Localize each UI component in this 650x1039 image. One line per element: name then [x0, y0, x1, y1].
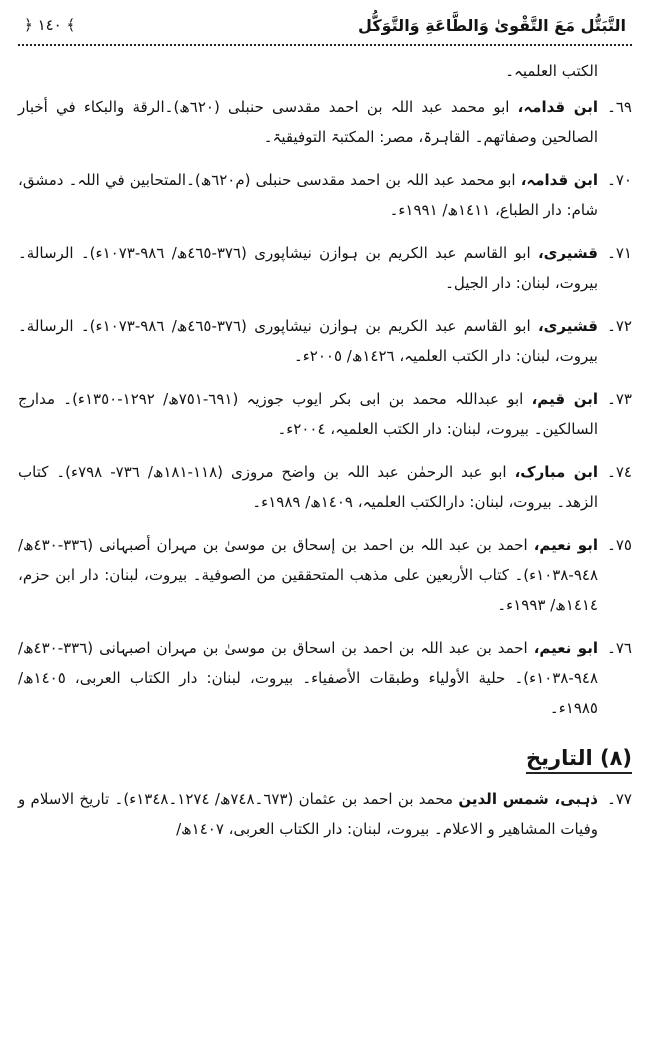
- entry-number: ٧١۔: [607, 244, 632, 262]
- entry-author: ابن قدامہ،: [520, 171, 598, 189]
- bibliography-entry: [18, 165, 632, 225]
- entry-text: احمد بن عبد اللہ بن احمد بن اسحاق بن موسیٰ بن مہران اصبہانی (٣٣٦-٤٣٠ھ/ ٩٤٨-١٠٣٨ء)۔ حلية الأولياء وطبقات الأصفياء۔ بیروت، لبنان: دار الکتاب العربی، ١٤٠٥ھ/ ١٩٨٥ء۔: [18, 639, 598, 717]
- entry-text: ابو محمد عبد اللہ بن احمد مقدسی حنبلی (٦٢٠ھ)۔الرقة والبکاء في أخبار الصالحين وصفاتهم۔ القاہرۃ، مصر: المکتبۃ التوفیقیۃ۔: [18, 98, 598, 146]
- entry-text: محمد بن احمد بن عثمان (٦٧٣۔٧٤٨ھ/ ١٢٧٤۔١٣٤٨ء)۔ تاريخ الاسلام و وفيات المشاهير و الاعلام۔ بیروت، لبنان: دار الکتاب العربی، ١٤٠٧ھ/: [18, 790, 598, 838]
- entry-text: ابو عبداللہ محمد بن ابی بکر ایوب جوزیہ (٦٩١-٧٥١ھ/ ١٢٩٢-١٣٥٠ء)۔ مدارج السالکين۔ بیروت، لبنان: دار الکتب العلمیہ، ٢٠٠٤ء۔: [18, 390, 598, 438]
- entry-author: قشیری،: [537, 244, 598, 262]
- bibliography-entry: [18, 238, 632, 298]
- running-title: التَّبَتُّل مَعَ التَّقْوىٰ وَالطَّاعَةِ وَالتَّوَكُّل: [358, 15, 626, 35]
- header-divider: [18, 44, 632, 46]
- bibliography-entry: [18, 92, 632, 152]
- continuation-text: الکتب العلمیہ۔: [505, 62, 598, 80]
- entry-author: ابو نعیم،: [533, 639, 598, 657]
- bibliography-entry: [18, 457, 632, 517]
- entry-author: ابن قدامہ،: [517, 98, 598, 116]
- section-heading: (٨) التاريخ: [526, 746, 632, 774]
- entry-author: قشیری،: [537, 317, 598, 335]
- entry-text: احمد بن عبد اللہ بن احمد بن إسحاق بن موسیٰ بن مہران أصبہانی (٣٣٦-٤٣٠ھ/ ٩٤٨-١٠٣٨ء)۔ کتاب الأربعين على مذهب المتحققين من الصوفية۔ بیروت، لبنان: دار ابن حزم، ١٤١٤ھ/ ١٩٩٣ء۔: [18, 536, 598, 614]
- entry-author: ابن مبارک،: [514, 463, 599, 481]
- entry-number: ٧٦۔: [607, 639, 632, 657]
- entry-author: ابن قیم،: [531, 390, 599, 408]
- bibliography-list: [18, 92, 632, 723]
- entry-text: ابو عبد الرحمٰن عبد اللہ بن واضح مروزی (١١٨-١٨١ھ/ ٧٣٦- ٧٩٨ء)۔ کتاب الزهد۔ بیروت، لبنان: دارالکتب العلمیہ، ١٤٠٩ھ/ ١٩٨٩ء۔: [18, 463, 598, 511]
- entry-number: ٧٠۔: [607, 171, 632, 189]
- entry-number: ٧٢۔: [607, 317, 632, 335]
- entry-text: ابو محمد عبد اللہ بن احمد مقدسی حنبلی (م٦٢٠ھ)۔المتحابين في اللہ۔ دمشق، شام: دار الطباع، ١٤١١ھ/ ١٩٩١ء۔: [18, 171, 598, 219]
- section-bibliography-list: [18, 784, 632, 844]
- page-header: [18, 10, 632, 40]
- bibliography-entry: [18, 784, 632, 844]
- bibliography-entry: [18, 384, 632, 444]
- entry-number: ٧٥۔: [607, 536, 632, 554]
- entry-number: ٧٣۔: [607, 390, 632, 408]
- entry-number: ٧٤۔: [607, 463, 632, 481]
- bibliography-entry: [18, 311, 632, 371]
- entry-author: ذہبی، شمس الدین: [458, 790, 598, 808]
- entry-text: ابو القاسم عبد الکریم بن ہوازن نیشاپوری (٣٧٦-٤٦٥ھ/ ٩٨٦-١٠٧٣ء)۔ الرسالة۔ بیروت، لبنان: دار الکتب العلمیہ، ١٤٢٦ھ/ ٢٠٠٥ء۔: [18, 317, 598, 365]
- entry-number: ٦٩۔: [607, 98, 632, 116]
- bibliography-entry: [18, 633, 632, 723]
- entry-text: ابو القاسم عبد الکریم بن ہوازن نیشاپوری (٣٧٦-٤٦٥ھ/ ٩٨٦-١٠٧٣ء)۔ الرسالة۔ بیروت، لبنان: دار الجیل۔: [18, 244, 598, 292]
- entry-number: ٧٧۔: [607, 790, 632, 808]
- bibliography-entry: [18, 530, 632, 620]
- page-number: ﴾ ١٤٠ ﴿: [24, 16, 76, 34]
- entry-author: ابو نعیم،: [533, 536, 598, 554]
